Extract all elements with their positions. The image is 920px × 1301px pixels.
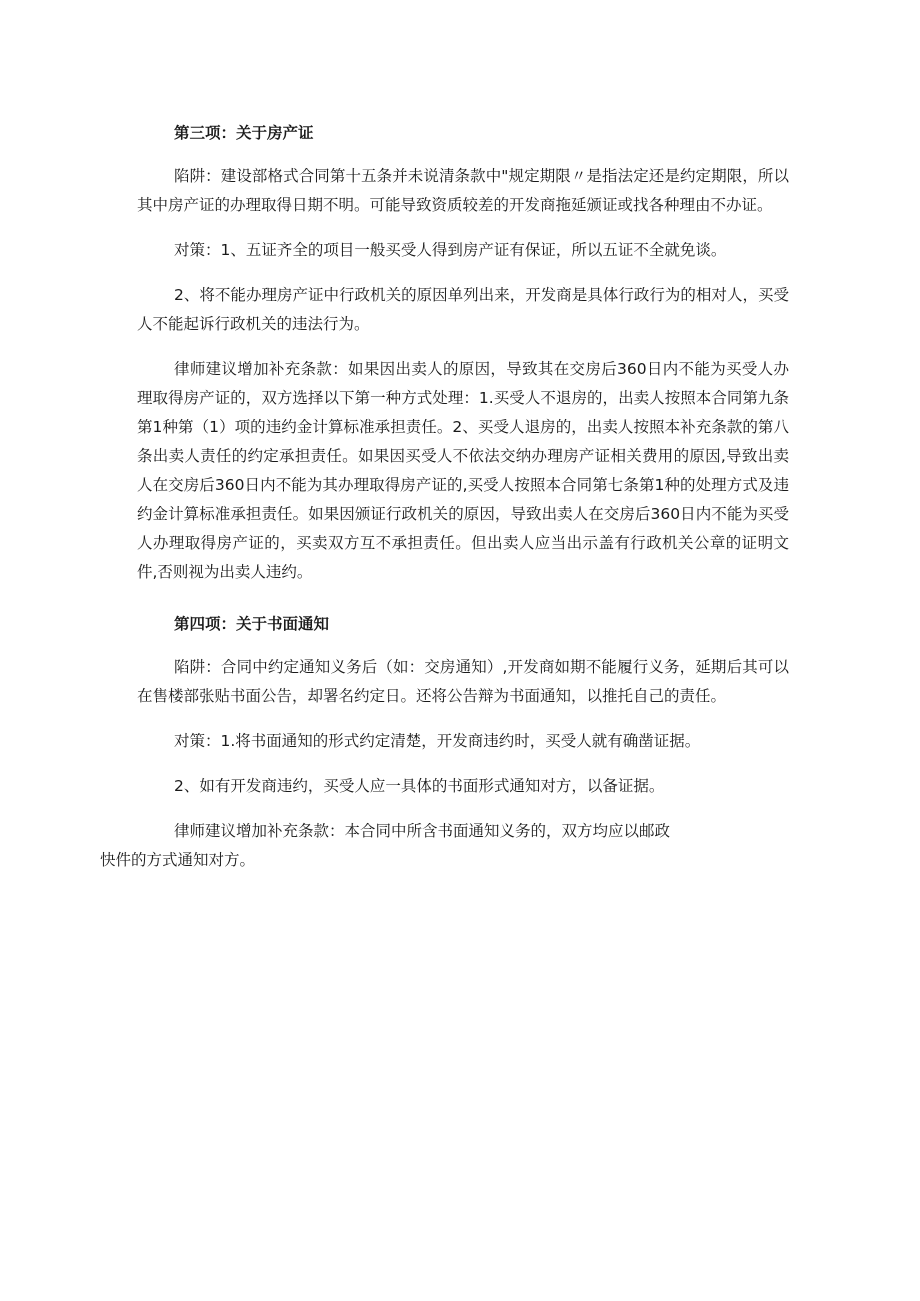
section3-countermeasure-2: 2、将不能办理房产证中行政机关的原因单列出来，开发商是具体行政行为的相对人，买受人不能起诉行政机关的违法行为。 — [137, 286, 789, 333]
section4-countermeasure-2: 2、如有开发商违约，买受人应一具体的书面形式通知对方，以备证据。 — [174, 777, 665, 795]
document-page — [100, 120, 789, 875]
section3-trap: 陷阱：建设部格式合同第十五条并未说清条款中"规定期限〃是指法定还是约定期限，所以其中房产证的办理取得日期不明。可能导致资质较差的开发商拖延颁证或找各种理由不办证。 — [137, 167, 789, 214]
section4-lawyer-advice-line1: 律师建议增加补充条款：本合同中所含书面通知义务的，双方均应以邮政 — [174, 822, 671, 840]
section4-lawyer-advice-line2: 快件的方式通知对方。 — [100, 851, 256, 869]
section3-heading: 第三项：关于房产证 — [174, 124, 314, 142]
section4-lawyer-advice — [100, 817, 789, 875]
section3-countermeasure-1: 对策：1、五证齐全的项目一般买受人得到房产证有保证，所以五证不全就免谈。 — [174, 241, 727, 259]
section4-heading: 第四项：关于书面通知 — [174, 615, 330, 633]
section3-lawyer-advice: 律师建议增加补充条款：如果因出卖人的原因，导致其在交房后360日内不能为买受人办理取得房产证的，双方选择以下第一种方式处理：1.买受人不退房的，出卖人按照本合同第九条第1种第（1）项的违约金计算标准承担责任。2、买受人退房的，出卖人按照本补充条款的第八条出卖人责任的约定承担责任。如果因买受人不依法交纳办理房产证相关费用的原因,导致出卖人在交房后360日内不能为其办理取得房产证的,买受人按照本合同第七条第1种的处理方式及违约金计算标准承担责任。如果因颁证行政机关的原因，导致出卖人在交房后360日内不能为买受人办理取得房产证的，买卖双方互不承担责任。但出卖人应当出示盖有行政机关公章的证明文件,否则视为出卖人违约。 — [137, 360, 789, 581]
section4-countermeasure-1: 对策：1.将书面通知的形式约定清楚，开发商违约时，买受人就有确凿证据。 — [174, 732, 701, 750]
section4-trap: 陷阱：合同中约定通知义务后（如：交房通知）,开发商如期不能履行义务，延期后其可以在售楼部张贴书面公告，却署名约定日。还将公告辩为书面通知，以推托自己的责任。 — [137, 658, 789, 705]
